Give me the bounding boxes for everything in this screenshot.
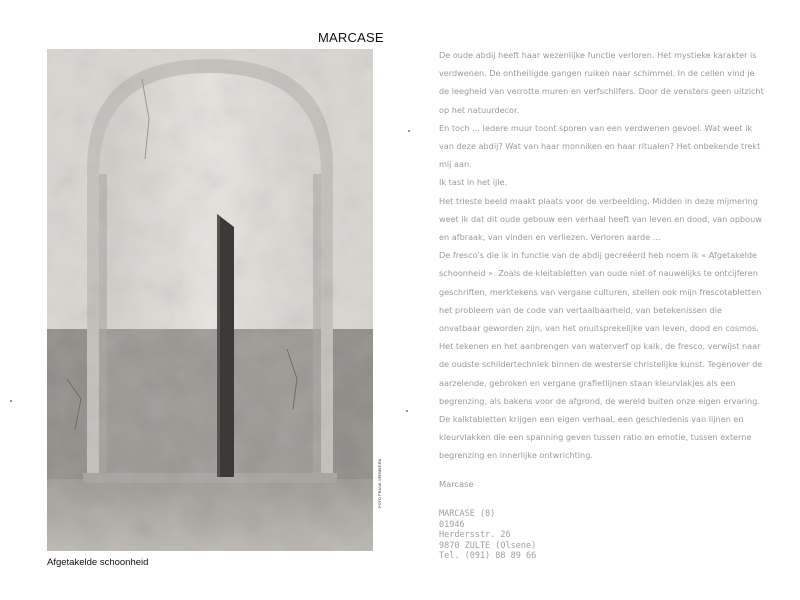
contact-city: 9870 ZULTE (Olsene) [439,540,537,551]
paragraph: En toch ... Iedere muur toont sporen van een verdwenen gevoel. Wat weet ik van deze abdij? Wat van haar monniken en haar ritualen? Het onbekende trekt mij aan. [439,122,761,170]
body-text [439,46,764,465]
photo-credit: FOTO FRANK VERMEERA [377,458,382,508]
contact-name: MARCASE (8) [439,509,496,519]
paragraph: Het tekenen en het aanbrengen van waterverf op kalk, de fresco, verwijst naar de oudste schildertechniek binnen de westerse christelijke kunst. Tegenover de aarzelende, gebroken en vergane grafietlijnen staan kleurvlakjes als een begrenzing, als bakens voor de afgrond, de wereld buiten onze eigen ervaring. [439,341,763,406]
contact-phone: Tel. (091) 88 89 66 [439,551,537,561]
photo-caption: Afgetakelde schoonheid [47,557,149,568]
paragraph: Het trieste beeld maakt plaats voor de verbeelding. Midden in deze mijmering weet ik dat dit oude gebouw een verhaal heeft van leven en dood, van opbouw en afbraak, van vinden en verliezen. Verloren aarde ... [439,195,762,243]
signature: Marcase [439,479,474,489]
scan-speck [406,410,408,412]
contact-block [439,509,536,562]
scan-speck [408,130,410,132]
paragraph: Ik tast in het ijle. [439,177,508,188]
scan-speck [10,400,12,402]
contact-number: 01946 [439,519,465,530]
page-heading: MARCASE [318,30,384,45]
artwork-photo [47,49,373,551]
paragraph: De oude abdij heeft haar wezenlijke functie verloren. Het mystieke karakter is verdwenen. De ontheiligde gangen ruiken naar schimmel. In de cellen vind je de leegheid van verrotte muren en verfschilfers. Door de vensters geen uitzicht op het natuurdecor. [439,50,764,115]
fresco-niche-image [47,49,373,551]
paragraph: De fresco's die ik in functie van de abdij gecreëerd heb noem ik « Afgetakelde schoonheid ». Zoals de kleitabletten van oude niet of nauwelijks te ontcijferen geschriften, merktekens van vergane culturen, stellen ook mijn frescotabletten het probleem van de code van vertaalbaarheid, van betekenissen die onvatbaar geworden zijn, van het onuitsprekelijke van leven, dood en cosmos. [439,250,762,334]
paragraph: De kalktabletten krijgen een eigen verhaal, een geschiedenis van lijnen en kleurvlakken die een spanning geven tussen ratio en emotie, tussen externe begrenzing en innerlijke ontwrichting. [439,414,752,461]
contact-street: Herdersstr. 26 [439,530,511,540]
